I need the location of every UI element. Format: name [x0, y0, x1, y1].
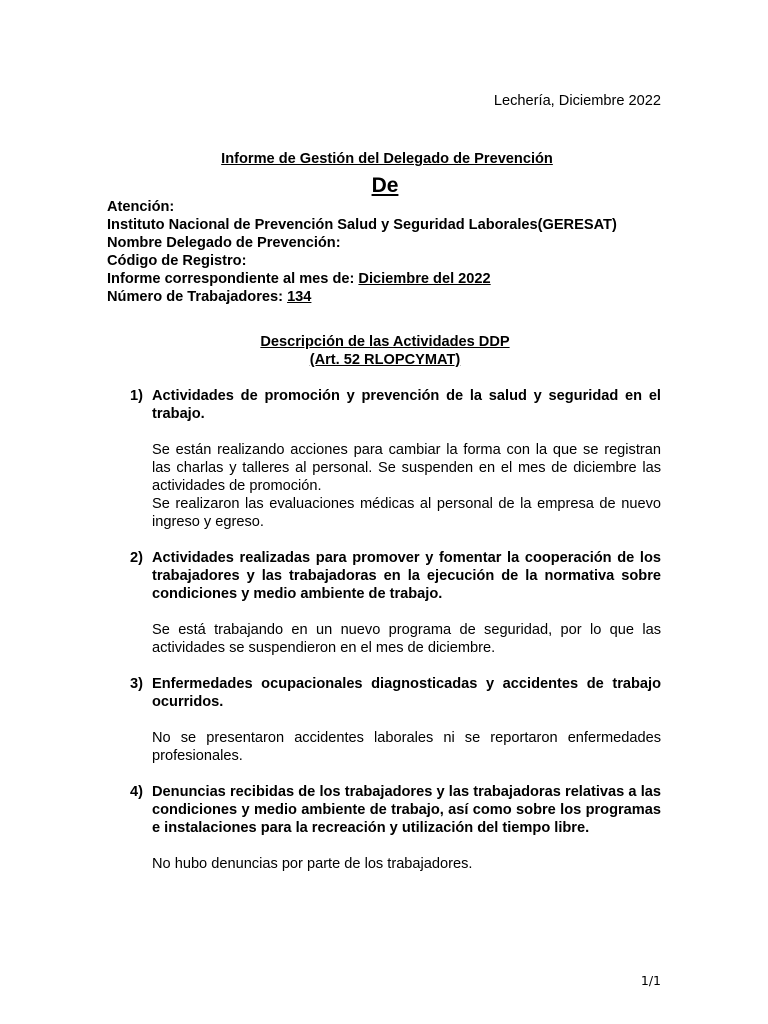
activity-item-3 — [130, 675, 661, 765]
place-date: Lechería, Diciembre 2022 — [493, 93, 661, 109]
activity-item-heading: Enfermedades ocupacionales diagnosticadas y accidentes de trabajo ocurridos. — [152, 676, 661, 710]
activity-item-paragraph: Se está trabajando en un nuevo programa de seguridad, por lo que las actividades se suspendieron en el mes de diciembre. — [152, 622, 661, 656]
attention-label: Atención: — [107, 199, 175, 215]
activities-list — [130, 387, 661, 891]
workers-count-label: Número de Trabajadores: — [107, 289, 283, 305]
report-title: Informe de Gestión del Delegado de Prevención — [221, 151, 553, 167]
activity-item-body — [152, 441, 661, 531]
report-month-value: Diciembre del 2022 — [358, 271, 491, 287]
activity-item-number: 4) — [130, 784, 143, 800]
activity-item-number: 3) — [130, 676, 143, 692]
activity-item-1 — [130, 387, 661, 531]
registry-code-label: Código de Registro: — [107, 253, 247, 269]
activity-item-4 — [130, 783, 661, 873]
report-details — [107, 198, 667, 306]
activity-item-heading: Actividades de promoción y prevención de la salud y seguridad en el trabajo. — [152, 388, 661, 422]
activity-item-body — [152, 855, 661, 873]
activities-title-line2: (Art. 52 RLOPCYMAT) — [309, 352, 461, 368]
activity-item-paragraph: Se realizaron las evaluaciones médicas al personal de la empresa de nuevo ingreso y egreso. — [152, 496, 661, 530]
activity-item-heading: Actividades realizadas para promover y fomentar la cooperación de los trabajadores y las trabajadoras en la ejecución de la normativa sobre condiciones y medio ambiente de trabajo. — [152, 550, 661, 602]
activity-item-paragraph: Se están realizando acciones para cambiar la forma con la que se registran las charlas y talleres al personal. Se suspenden en el mes de diciembre las actividades de promoción. — [152, 442, 661, 494]
activities-title-line1: Descripción de las Actividades DDP — [260, 334, 510, 350]
delegate-name-label: Nombre Delegado de Prevención: — [107, 235, 341, 251]
activity-item-paragraph: No hubo denuncias por parte de los trabajadores. — [152, 856, 473, 872]
report-month — [107, 270, 667, 288]
activity-item-number: 2) — [130, 550, 143, 566]
activity-item-paragraph: No se presentaron accidentes laborales ni se reportaron enfermedades profesionales. — [152, 730, 661, 764]
report-subtitle: De — [371, 174, 399, 197]
report-month-label: Informe correspondiente al mes de: — [107, 271, 355, 287]
page-number: 1/1 — [640, 973, 661, 988]
activity-item-2 — [130, 549, 661, 657]
activity-item-number: 1) — [130, 388, 143, 404]
activity-item-body — [152, 621, 661, 657]
institution-name: Instituto Nacional de Prevención Salud y Seguridad Laborales(GERESAT) — [107, 217, 617, 233]
activity-item-heading: Denuncias recibidas de los trabajadores y las trabajadoras relativas a las condiciones y medio ambiente de trabajo, así como sobre los programas e instalaciones para la recreación y utilización del tiempo libre. — [152, 784, 661, 836]
activities-section-title — [0, 333, 768, 369]
workers-count — [107, 288, 667, 306]
activity-item-body — [152, 729, 661, 765]
workers-count-value: 134 — [287, 289, 312, 305]
